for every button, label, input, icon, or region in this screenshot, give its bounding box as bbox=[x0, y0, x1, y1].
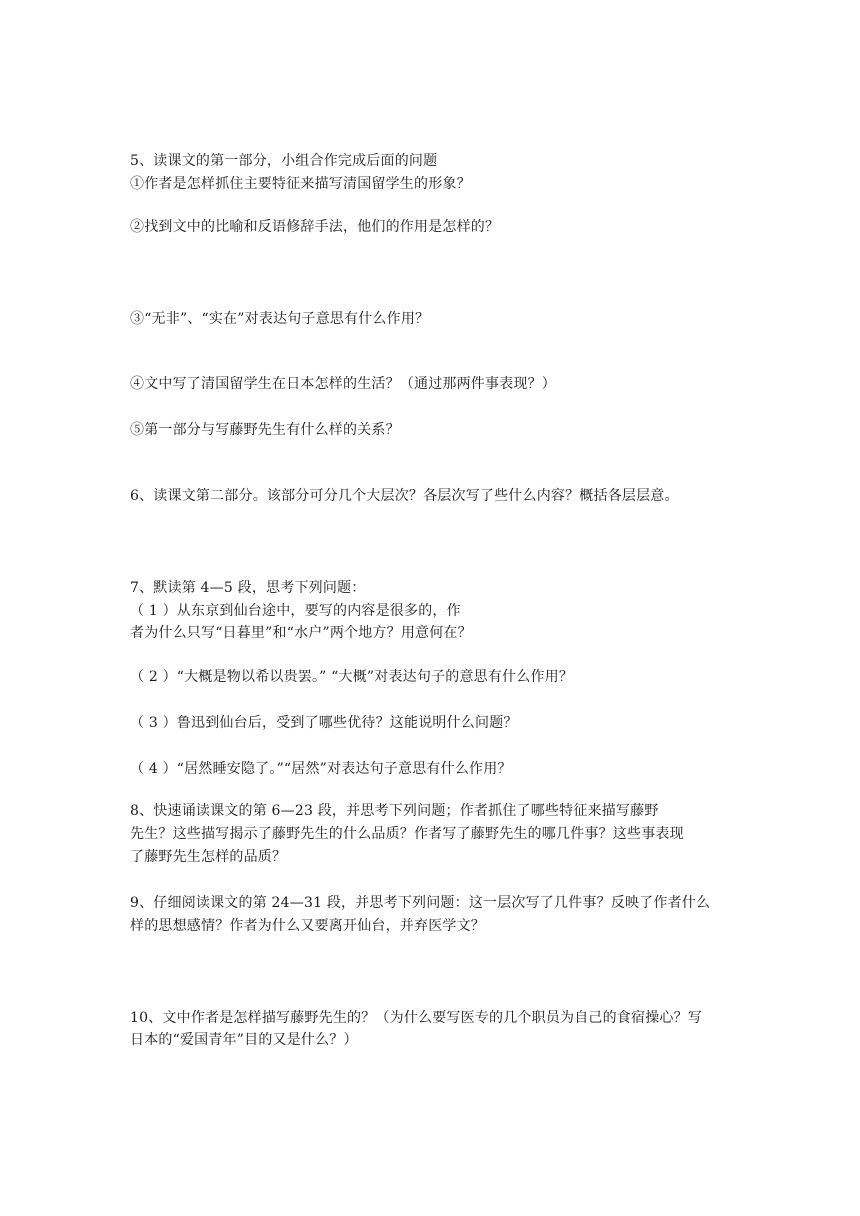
question-9-line-2: 样的思想感情？作者为什么又要离开仙台，并弃医学文？ bbox=[130, 918, 485, 934]
question-9-line-1: 9、仔细阅读课文的第 24—31 段，并思考下列问题：这一层次写了几件事？反映了作者什么 bbox=[130, 895, 711, 911]
question-5-item-2: ②找到文中的比喻和反语修辞手法，他们的作用是怎样的？ bbox=[130, 219, 500, 235]
question-10-line-2: 日本的“爱国青年”目的又是什么？） bbox=[130, 1032, 358, 1048]
question-6: 6、读课文第二部分。该部分可分几个大层次？各层次写了些什么内容？概括各层层意。 bbox=[130, 488, 679, 504]
question-5-item-4: ④文中写了清国留学生在日本怎样的生活？（通过那两件事表现？） bbox=[130, 376, 556, 392]
question-10-line-1: 10、文中作者是怎样描写藤野先生的？（为什么要写医专的几个职员为自己的食宿操心？写 bbox=[130, 1010, 703, 1026]
question-7-item-1-line-2: 者为什么只写“日暮里”和“水户”两个地方？用意何在？ bbox=[130, 625, 472, 641]
question-7-item-2: （ 2 ）“大概是物以希以贵罢。” “大概”对表达句子的意思有什么作用？ bbox=[130, 669, 574, 685]
question-5-heading: 5、读课文的第一部分，小组合作完成后面的问题 bbox=[130, 153, 438, 169]
question-8-line-3: 了藤野先生怎样的品质？ bbox=[130, 849, 287, 865]
question-7-item-4: （ 4 ）“居然睡安隐了。”“居然”对表达句子意思有什么作用？ bbox=[130, 761, 512, 777]
question-7-heading: 7、默读第 4—5 段，思考下列问题： bbox=[130, 580, 366, 596]
question-7-item-1-line-1: （ 1 ）从东京到仙台途中，要写的内容是很多的，作 bbox=[130, 603, 461, 619]
question-5-item-5: ⑤第一部分与写藤野先生有什么样的关系？ bbox=[130, 422, 400, 438]
question-5-item-3: ③“无非”、“实在”对表达句子意思有什么作用？ bbox=[130, 311, 430, 327]
question-7-item-3: （ 3 ）鲁迅到仙台后，受到了哪些优待？这能说明什么问题？ bbox=[130, 715, 518, 731]
question-8-line-2: 先生？这些描写揭示了藤野先生的什么品质？作者写了藤野先生的哪几件事？这些事表现 bbox=[130, 826, 684, 842]
question-8-line-1: 8、快速诵读课文的第 6—23 段，并思考下列问题；作者抓住了哪些特征来描写藤野 bbox=[130, 803, 659, 819]
question-5-item-1: ①作者是怎样抓住主要特征来描写清国留学生的形象？ bbox=[130, 176, 471, 192]
